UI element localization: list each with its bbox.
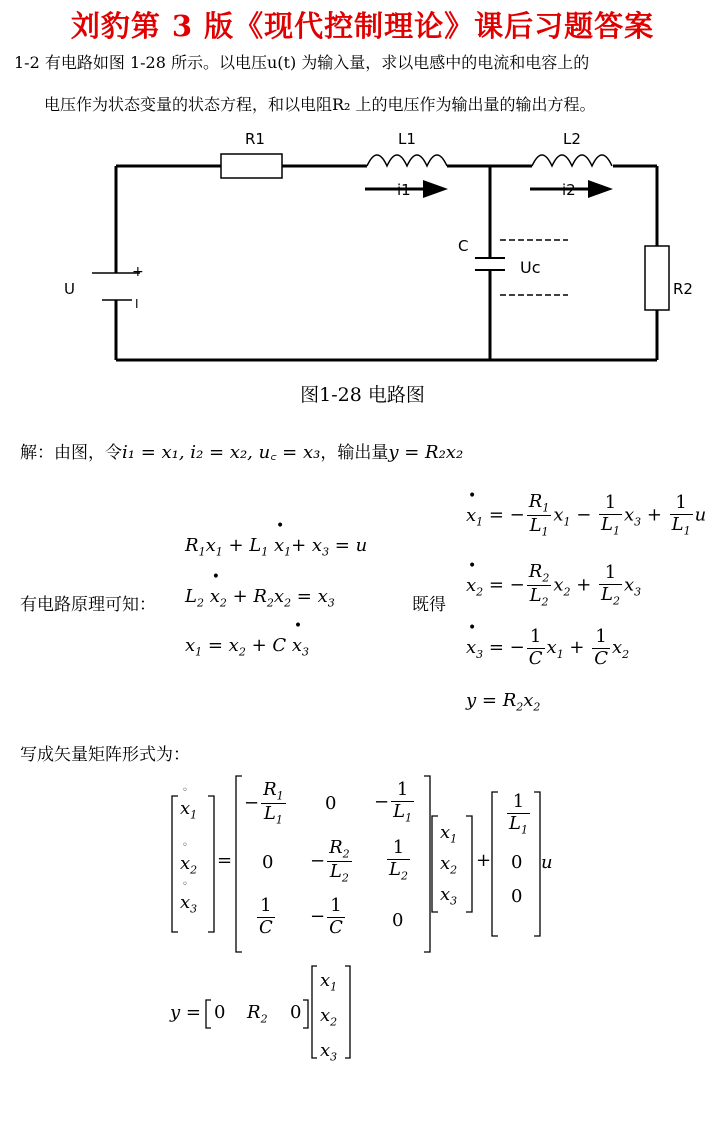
output-eq: $y = R_2x_2$ bbox=[466, 690, 541, 714]
a23: $\frac{1}{L_2}$ bbox=[389, 837, 408, 883]
x-3: $x_3$ bbox=[440, 884, 458, 908]
c2: $R_2$ bbox=[247, 1002, 268, 1026]
resistor-r1 bbox=[221, 154, 282, 178]
label-minus: I bbox=[135, 297, 139, 311]
label-r2: R2 bbox=[673, 280, 693, 298]
principle-label: 有电路原理可知： bbox=[20, 595, 156, 615]
b2: 0 bbox=[511, 852, 523, 873]
label-i1: i1 bbox=[397, 181, 411, 199]
a21: 0 bbox=[262, 852, 274, 873]
hence-label: 既得 bbox=[412, 595, 446, 615]
solution-intro bbox=[20, 438, 463, 464]
b1: $\frac{1}{L_1}$ bbox=[509, 791, 528, 837]
state-eq-3: x • $_3$ = − $\frac{1}{C}$ $x_1$ + $\frac{1}{C}$ $x_2$ bbox=[466, 620, 630, 669]
output-matrix-eq: y = bbox=[170, 1002, 201, 1023]
label-i2: i2 bbox=[562, 181, 576, 199]
page-title: 刘豹第 3 版《现代控制理论》课后习题答案 bbox=[70, 9, 655, 43]
resistor-r2 bbox=[645, 246, 669, 310]
arrow-i1 bbox=[423, 180, 448, 198]
arrow-i2 bbox=[588, 180, 613, 198]
xdot-3: x ◦ $_3$ bbox=[180, 879, 198, 916]
figure-caption: 图1-28 电路图 bbox=[300, 384, 425, 406]
plus-sign: + bbox=[476, 850, 492, 871]
c3: 0 bbox=[290, 1002, 302, 1023]
state-eq-2: x • $_2$ = − $\frac{R_2}{L_2}$ $x_2$ + $\frac{1}{L_2}$ $x_3$ bbox=[466, 557, 642, 609]
label-r1: R1 bbox=[245, 130, 265, 148]
label-l2: L2 bbox=[563, 130, 581, 148]
intro-output: y = R₂x₂ bbox=[388, 442, 464, 463]
c1: 0 bbox=[214, 1002, 226, 1023]
equals-sign: = bbox=[217, 850, 233, 871]
label-c: C bbox=[458, 237, 469, 255]
equation-kcl: $x_1 = x_2 + C$ x • $_3$ bbox=[185, 618, 310, 659]
x-1: $x_1$ bbox=[440, 822, 458, 846]
a33: 0 bbox=[392, 910, 404, 931]
equation-kvl-2: $L_2$ x • $_2 + R_2x_2 = x_3$ bbox=[185, 569, 335, 610]
input-u: u bbox=[541, 852, 553, 873]
problem-line-1: 1-2 有电路如图 1-28 所示。以电压u(t) 为输入量，求以电感中的电流和电容上的 bbox=[14, 53, 590, 72]
inductor-l1 bbox=[367, 155, 447, 166]
a11: − $\frac{R_1}{L_1}$ bbox=[244, 779, 284, 827]
xdot-2: x ◦ $_2$ bbox=[180, 840, 198, 877]
ox-2: $x_2$ bbox=[320, 1005, 338, 1029]
a31: $\frac{1}{C}$ bbox=[259, 895, 273, 938]
intro-mid: ，输出量 bbox=[320, 443, 389, 463]
intro-prefix: 解：由图，令 bbox=[20, 443, 122, 463]
a12: 0 bbox=[325, 793, 337, 814]
state-eq-1: x • $_1$ = − $\frac{R_1}{L_1}$ $x_1$ − $\frac{1}{L_1}$ $x_3$ + $\frac{1}{L_1}$ u bbox=[466, 487, 707, 539]
xdot-1: x ◦ $_1$ bbox=[180, 785, 198, 822]
problem-line-2: 电压作为状态变量的状态方程，和以电阻R₂ 上的电压作为输出量的输出方程。 bbox=[44, 95, 596, 114]
equation-kvl-1: $R_1x_1 + L_1$ x • $_1+ x_3 = u$ bbox=[185, 518, 368, 559]
inductor-l2 bbox=[532, 155, 612, 166]
x-2: $x_2$ bbox=[440, 853, 458, 877]
circuit-diagram bbox=[64, 128, 710, 373]
a13: − $\frac{1}{L_1}$ bbox=[374, 779, 413, 825]
a22: − $\frac{R_2}{L_2}$ bbox=[310, 837, 350, 885]
label-u: U bbox=[64, 280, 75, 298]
a32: − $\frac{1}{C}$ bbox=[310, 895, 343, 938]
ox-3: $x_3$ bbox=[320, 1040, 338, 1064]
label-uc: Uc bbox=[520, 258, 541, 277]
b3: 0 bbox=[511, 886, 523, 907]
vector-label: 写成矢量矩阵形式为： bbox=[20, 745, 190, 765]
ox-1: $x_1$ bbox=[320, 970, 338, 994]
label-l1: L1 bbox=[398, 130, 416, 148]
intro-vars: i₁ = x₁, i₂ = x₂, u꜀ = x₃ bbox=[122, 442, 321, 463]
label-plus: + bbox=[132, 264, 144, 280]
